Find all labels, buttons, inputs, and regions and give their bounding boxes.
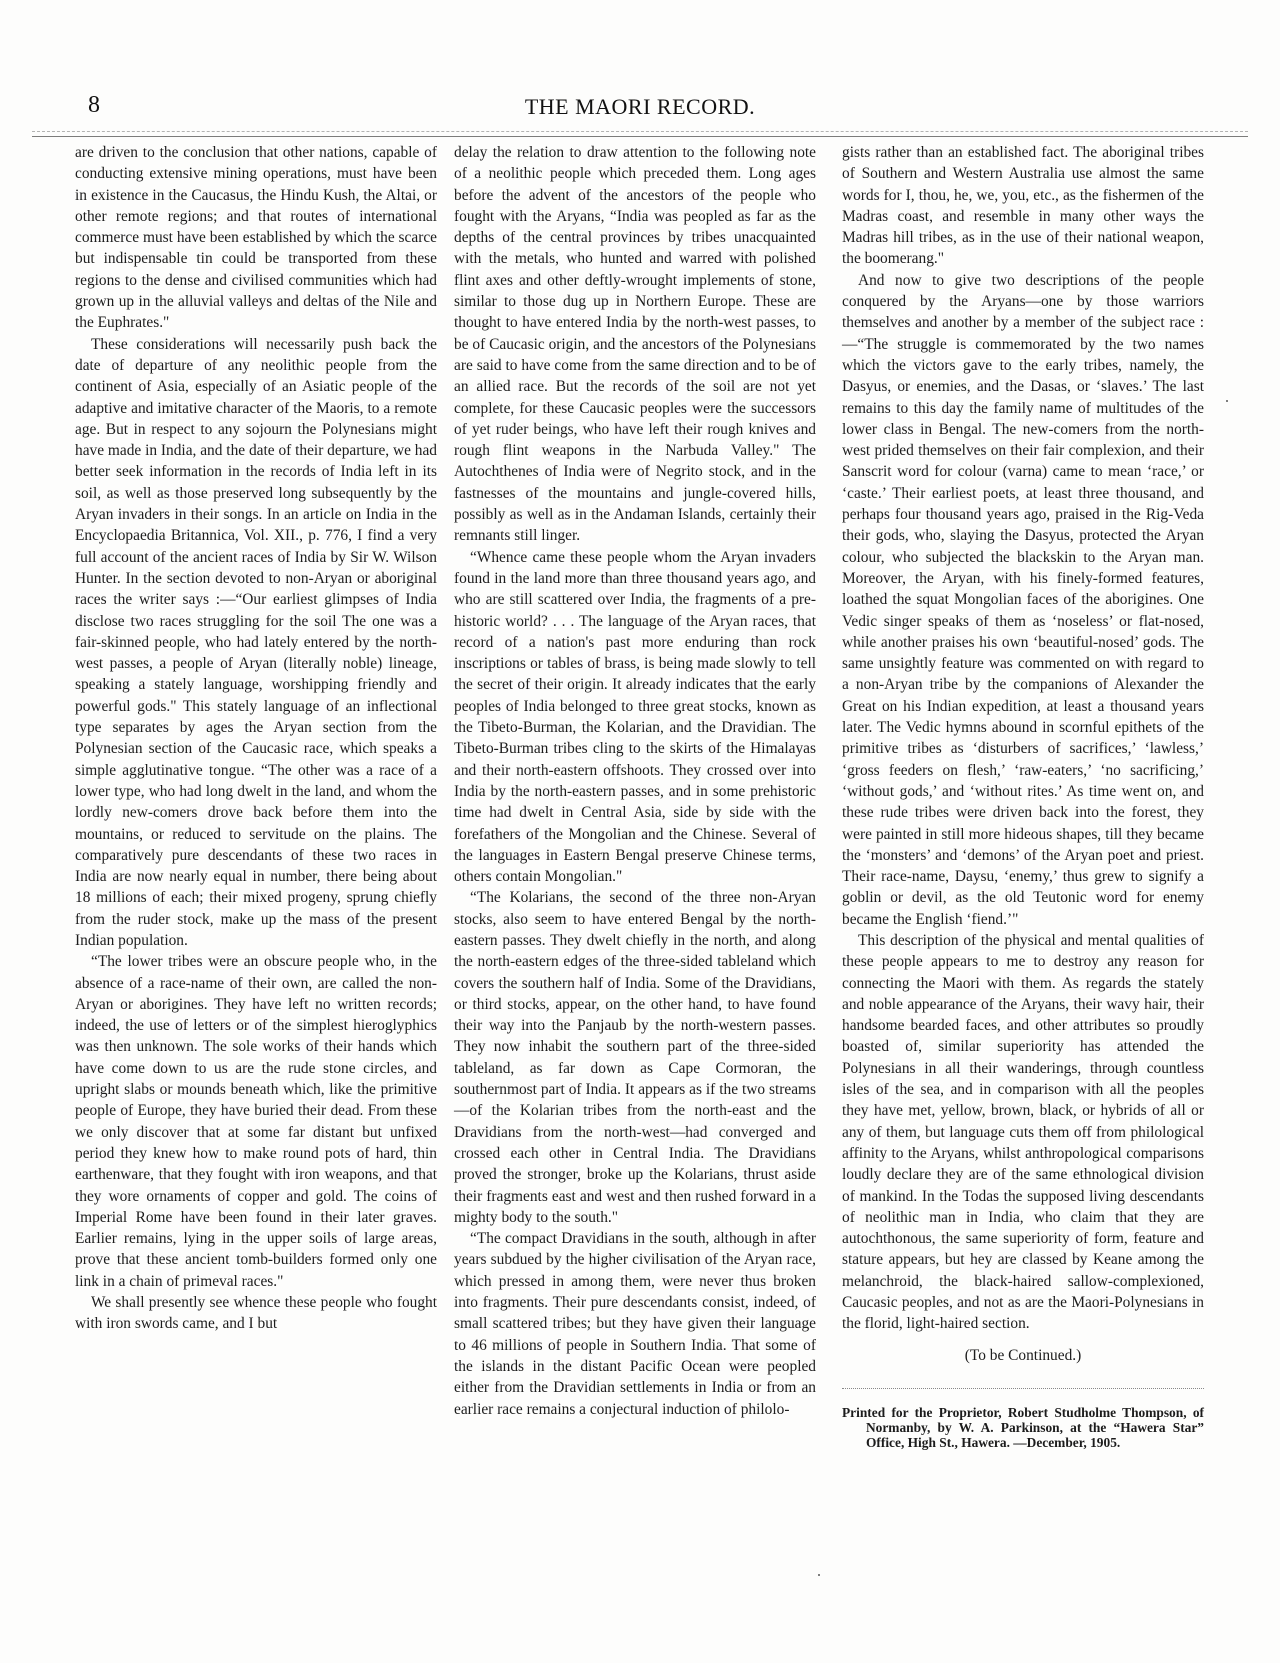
paragraph: “Whence came these people whom the Aryan invaders found in the land more than three thousand years ago, and who are still scattered over India, the fragments of a pre-historic world? . . . The language of the Aryan races, that record of a nation's past more enduring than rock inscriptions or tables of brass, is being made slowly to tell the secret of their origin. It already indicates that the early peoples of India belonged to three great stocks, known as the Tibeto-Burman, the Kolarian, and the Dravidian. The Tibeto-Burman tribes cling to the skirts of the Himalayas and their north-eastern offshoots. They crossed over into India by the north-eastern passes, and in some prehistoric time had dwelt in Central Asia, side by side with the forefathers of the Mongolian and the Chinese. Several of the languages in Eastern Bengal preserve Chinese terms, others contain Mongolian." (454, 548, 816, 886)
paragraph: And now to give two descriptions of the people conquered by the Aryans—one by those warriors themselves and another by a member of the subject race :—“The struggle is commemorated by the two names which the victors gave to the early tribes, namely, the Dasyus, or enemies, and the Dasas, or ‘slaves.’ The last remains to this day the family name of multitudes of the lower class in Bengal. The new-comers from the north-west prided themselves on their fair complexion, and their Sanscrit word for colour (varna) came to mean ‘race,’ or ‘caste.’ Their earliest poets, at least three thousand, and perhaps four thousand years ago, praised in the Rig-Veda their gods, who, slaying the Dasyus, protected the Aryan colour, who subjected the blackskin to the Aryan man. Moreover, the Aryan, with his finely-formed features, loathed the squat Mongolian faces of the aborigines. One Vedic singer speaks of them as ‘noseless’ or flat-nosed, while another praises his own ‘beautiful-nosed’ gods. The same unsightly feature was commented on with regard to a non-Aryan tribe by the companions of Alexander the Great on his Indian expedition, at least a thousand years later. The Vedic hymns abound in scornful epithets of the primitive tribes as ‘disturbers of sacrifices,’ ‘lawless,’ ‘gross feeders on flesh,’ ‘raw-eaters,’ ‘no sacrificing,’ ‘without gods,’ and ‘without rites.’ As time went on, and these rude tribes were driven back into the forest, they were painted in still more hideous shapes, till they became the ‘monsters’ and ‘demons’ of the Aryan poet and priest. Their race-name, Daysu, ‘enemy,’ thus grew to signify a goblin or devil, as the old Teutonic word for enemy became the English ‘fiend.’" (842, 271, 1204, 928)
column-2 (454, 142, 816, 1420)
paragraph: This description of the physical and mental qualities of these people appears to me to destroy any reason for connecting the Maori with them. As regards the stately and noble appearance of the Aryans, their wavy hair, their handsome bearded faces, and other attributes so proudly boasted of, similar superiority has attended the Polynesians in all their wanderings, through countless isles of the sea, and in comparison with all the peoples they have met, yellow, brown, black, or hybrids of all or any of them, but language cuts them off from philological affinity to the Aryans, whilst anthropological comparisons loudly declare they are of the same ethnological division of mankind. In the Todas the supposed living descendants of neolithic man in India, who claim that they are autochthonous, the same superiority of form, feature and stature appears, but hey are classed by Keane among the melanchroid, the black-haired sallow-complexioned, Caucasic peoples, and not as are the Maori-Polynesians in the florid, light-haired section. (842, 931, 1204, 1333)
to-be-continued-note: (To be Continued.) (964, 1346, 1082, 1364)
paragraph: “The lower tribes were an obscure people who, in the absence of a race-name of their own, are called the non-Aryan or aborigines. They have left no written records; indeed, the use of letters or of the simplest hieroglyphics was then unknown. The sole works of their hands which have come down to us are the rude stone circles, and upright slabs or mounds beneath which, like the primitive people of Europe, they have buried their dead. From these we only discover that at some far distant but unfixed period they knew how to make round pots of hard, thin earthenware, that they fought with iron weapons, and that they wore ornaments of copper and gold. The coins of Imperial Rome have been found in their later graves. Earlier remains, lying in the upper soils of large areas, prove that these ancient tomb-builders formed only one link in a chain of primeval races." (75, 953, 437, 1290)
column-1 (75, 142, 437, 1335)
footer-divider (842, 1388, 1204, 1389)
scan-speck (818, 1574, 820, 1576)
header-rule-bottom (32, 136, 1248, 137)
page-number: 8 (88, 92, 100, 118)
publication-title: THE MAORI RECORD. (524, 94, 756, 119)
printer-imprint: Printed for the Proprietor, Robert Studholme Thompson, of Normanby, by W. A. Parkinson, at the “Hawera Star” Office, High St., Hawera. —December, 1905. (842, 1404, 1204, 1450)
header-rule-top (32, 131, 1248, 132)
paragraph: We shall presently see whence these people who fought with iron swords came, and I but (75, 1294, 437, 1333)
paragraph: gists rather than an established fact. The aboriginal tribes of Southern and Western Australia use almost the same words for I, thou, he, we, you, etc., as the fishermen of the Madras coast, and resemble in many other ways the Madras hill tribes, as in the use of their national weapon, the boomerang." (842, 144, 1204, 268)
paragraph: “The Kolarians, the second of the three non-Aryan stocks, also seem to have entered Bengal by the north-eastern passes. They dwelt chiefly in the north, and along the north-eastern edges of the three-sided tableland which covers the southern half of India. Some of the Dravidians, or third stocks, appear, on the other hand, to have found their way into the Panjaub by the north-western passes. They now inhabit the southern part of the three-sided tableland, as far down as Cape Cormoran, the southernmost part of India. It appears as if the two streams—of the Kolarian tribes from the north-east and the Dravidians from the north-west—had converged and crossed each other in Central India. The Dravidians proved the stronger, broke up the Kolarians, thrust aside their fragments east and west and then rushed forward in a mighty body to the south." (454, 889, 816, 1226)
paragraph: are driven to the conclusion that other nations, capable of conducting extensive mining operations, must have been in existence in the Caucasus, the Hindu Kush, the Altai, or other remote regions; and that routes of international commerce must have been established by which the scarce but indispensable tin could be transported from these regions to the dense and civilised communities which had grown up in the alluvial valleys and deltas of the Nile and the Euphrates." (75, 144, 437, 332)
column-3 (842, 142, 1204, 1450)
scan-speck (1226, 400, 1228, 402)
paragraph: “The compact Dravidians in the south, although in after years subdued by the higher civilisation of the Aryan race, which pressed in among them, were never thus broken into fragments. Their pure descendants consist, indeed, of small scattered tribes; but they have given their language to 46 millions of people in Southern India. That some of the islands in the distant Pacific Ocean were peopled either from the Dravidian settlements in India or from an earlier race remains a conjectural induction of philolo- (454, 1230, 816, 1418)
paragraph: delay the relation to draw attention to the following note of a neolithic people which preceded them. Long ages before the advent of the ancestors of the people who fought with the Aryans, “India was peopled as far as the depths of the central provinces by tribes unacquainted with the metals, who hunted and warred with polished flint axes and other deftly-wrought implements of stone, similar to those dug up in Northern Europe. These are thought to have entered India by the north-west passes, to be of Caucasic origin, and the ancestors of the Polynesians are said to have come from the same direction and to be of an allied race. But the records of the soil are not yet complete, for these Caucasic peoples were the successors of yet ruder beings, who have left their rough knives and rough flint weapons in the Narbuda Valley." The Autochthenes of India were of Negrito stock, and in the fastnesses of the mountains and jungle-covered hills, possibly as well as in the Andaman Islands, certainly their remnants still linger. (454, 144, 816, 545)
paragraph: These considerations will necessarily push back the date of departure of any neolithic people from the continent of Asia, especially of an Asiatic people of the adaptive and imitative character of the Maoris, to a remote age. But in respect to any sojourn the Polynesians might have made in India, and the date of their departure, we had better seek information in the records of India left in its soil, as well as those preserved long subsequently by the Aryan invaders in their songs. In an article on India in the Encyclopaedia Britannica, Vol. XII., p. 776, I find a very full account of the ancient races of India by Sir W. Wilson Hunter. In the section devoted to non-Aryan or aboriginal races the writer says :—“Our earliest glimpses of India disclose two races struggling for the soil The one was a fair-skinned people, who had lately entered by the north-west passes, a people of Aryan (literally noble) lineage, speaking a stately language, worshipping friendly and powerful gods." This stately language of an inflectional type separates by ages the Aryan section from the Polynesian section of the Caucasic race, which speaks a simple agglutinative tongue. “The other was a race of a lower type, who had long dwelt in the land, and whom the lordly new-comers drove back before them into the mountains, or reduced to servitude on the plains. The comparatively pure descendants of these two races in India are now nearly equal in number, there being about 18 millions of each; their mixed progeny, sprung chiefly from the ruder stock, make up the mass of the present Indian population. (75, 335, 437, 949)
